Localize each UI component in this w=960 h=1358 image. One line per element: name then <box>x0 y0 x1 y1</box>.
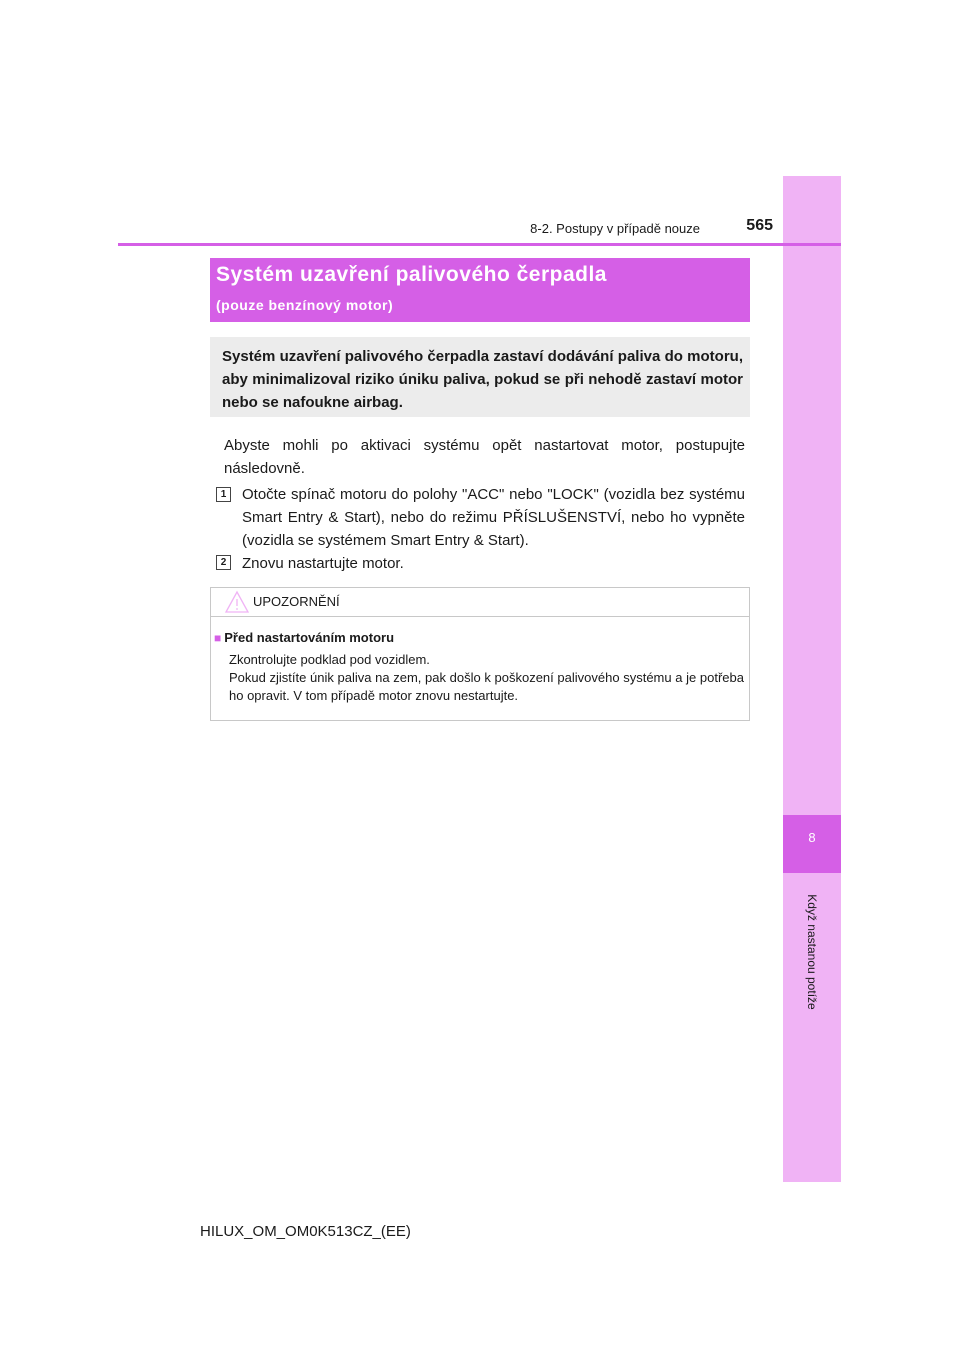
caution-heading <box>214 630 394 645</box>
chapter-side-tab <box>783 176 841 1182</box>
page-number: 565 <box>746 217 773 234</box>
step-text: Znovu nastartujte motor. <box>242 555 404 572</box>
bullet-square-icon: ■ <box>214 631 222 645</box>
section-subtitle: (pouze benzínový motor) <box>216 297 394 313</box>
header-divider <box>118 243 841 246</box>
chapter-number: 8 <box>808 830 816 845</box>
header-section-title: 8-2. Postupy v případě nouze <box>530 221 700 236</box>
caution-heading-text: Před nastartováním motoru <box>224 630 395 645</box>
caution-line: Zkontrolujte podklad pod vozidlem. <box>229 652 430 667</box>
step-number-badge: 2 <box>216 555 231 570</box>
step-text: Otočte spínač motoru do polohy "ACC" nebo "LOCK" (vozidla bez systému Smart Entry & Start), nebo do režimu PŘÍSLUŠENSTVÍ, nebo ho vypněte (vozidla se systémem Smart Entry & Start). <box>242 486 745 549</box>
warning-triangle-icon <box>224 590 250 614</box>
caution-line: Pokud zjistíte únik paliva na zem, pak došlo k poškození palivového systému a je potřeba ho opravit. V tom případě motor znovu nestartujte. <box>229 670 744 703</box>
caution-body <box>229 651 744 705</box>
step-number-badge: 1 <box>216 487 231 502</box>
chapter-title-text: Když nastanou potíže <box>805 894 819 1010</box>
intro-summary-box: Systém uzavření palivového čerpadla zastaví dodávání paliva do motoru, aby minimalizoval riziko úniku paliva, pokud se při nehodě zastaví motor nebo se nafoukne airbag. <box>210 337 750 417</box>
caution-divider <box>211 616 749 617</box>
caution-title: UPOZORNĚNÍ <box>253 594 340 609</box>
procedure-intro: Abyste mohli po aktivaci systému opět nastartovat motor, postupujte následovně. <box>224 437 745 477</box>
section-title: Systém uzavření palivového čerpadla <box>216 263 607 286</box>
document-code: HILUX_OM_OM0K513CZ_(EE) <box>200 1223 411 1240</box>
